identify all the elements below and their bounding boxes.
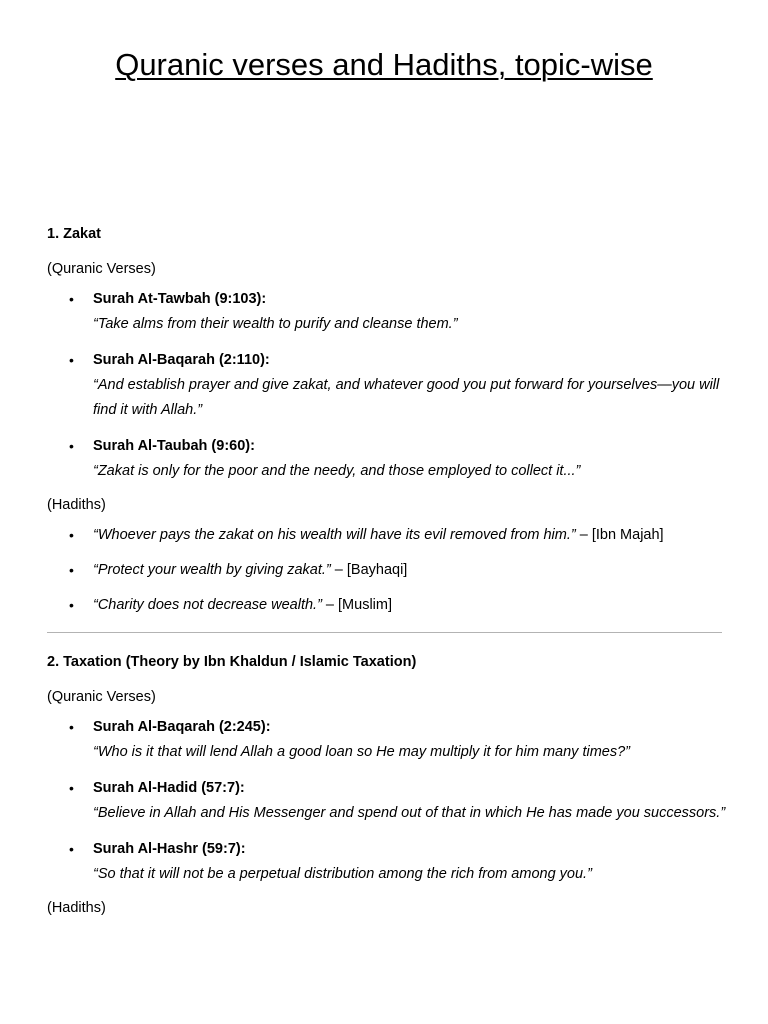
hadith-source: – [Bayhaqi] [330, 562, 408, 578]
section-heading: 1. Zakat [47, 226, 101, 242]
hadith-source: – [Ibn Majah] [575, 527, 664, 543]
section-taxation [47, 650, 727, 920]
list-item [47, 348, 727, 423]
bullet-icon: • [69, 780, 74, 796]
verse-list [47, 287, 727, 484]
verse-text: “Believe in Allah and His Messenger and spend out of that in which He has made you successors.” [93, 805, 726, 821]
section-heading: 2. Taxation (Theory by Ibn Khaldun / Islamic Taxation) [47, 654, 417, 670]
hadiths-label: (Hadiths) [47, 900, 106, 916]
bullet-icon: • [69, 597, 74, 613]
verse-list [47, 715, 727, 887]
verse-text: “Zakat is only for the poor and the needy, and those employed to collect it...” [93, 463, 581, 479]
verse-reference: Surah Al-Hadid (57:7): [93, 780, 245, 796]
verse-reference: Surah Al-Baqarah (2:110): [93, 352, 270, 368]
section-divider [47, 632, 722, 633]
verse-reference: Surah Al-Taubah (9:60): [93, 438, 255, 454]
page-title: Quranic verses and Hadiths, topic-wise [115, 47, 653, 82]
verse-text: “So that it will not be a perpetual distribution among the rich from among you.” [93, 866, 592, 882]
list-item [47, 523, 727, 548]
quranic-verses-label: (Quranic Verses) [47, 689, 156, 705]
document-content [47, 222, 727, 920]
bullet-icon: • [69, 438, 74, 454]
verse-reference: Surah Al-Hashr (59:7): [93, 841, 246, 857]
quranic-verses-label: (Quranic Verses) [47, 261, 156, 277]
verse-text: “Take alms from their wealth to purify and cleanse them.” [93, 316, 458, 332]
list-item [47, 593, 727, 618]
bullet-icon: • [69, 719, 74, 735]
list-item [47, 776, 727, 826]
verse-reference: Surah At-Tawbah (9:103): [93, 291, 267, 307]
hadiths-label: (Hadiths) [47, 497, 106, 513]
bullet-icon: • [69, 841, 74, 857]
hadith-text: “Charity does not decrease wealth.” [93, 597, 322, 613]
list-item [47, 558, 727, 583]
hadith-text: “Protect your wealth by giving zakat.” [93, 562, 331, 578]
hadith-source: – [Muslim] [321, 597, 392, 613]
section-zakat [47, 222, 727, 618]
list-item [47, 837, 727, 887]
bullet-icon: • [69, 352, 74, 368]
verse-text: “Who is it that will lend Allah a good loan so He may multiply it for him many times?” [93, 744, 630, 760]
hadith-text: “Whoever pays the zakat on his wealth will have its evil removed from him.” [93, 527, 576, 543]
verse-reference: Surah Al-Baqarah (2:245): [93, 719, 271, 735]
bullet-icon: • [69, 291, 74, 307]
bullet-icon: • [69, 562, 74, 578]
verse-text: “And establish prayer and give zakat, and whatever good you put forward for yourselves—you will find it with Allah.” [93, 377, 720, 418]
list-item [47, 434, 727, 484]
bullet-icon: • [69, 527, 74, 543]
list-item [47, 287, 727, 337]
hadith-list [47, 523, 727, 618]
list-item [47, 715, 727, 765]
